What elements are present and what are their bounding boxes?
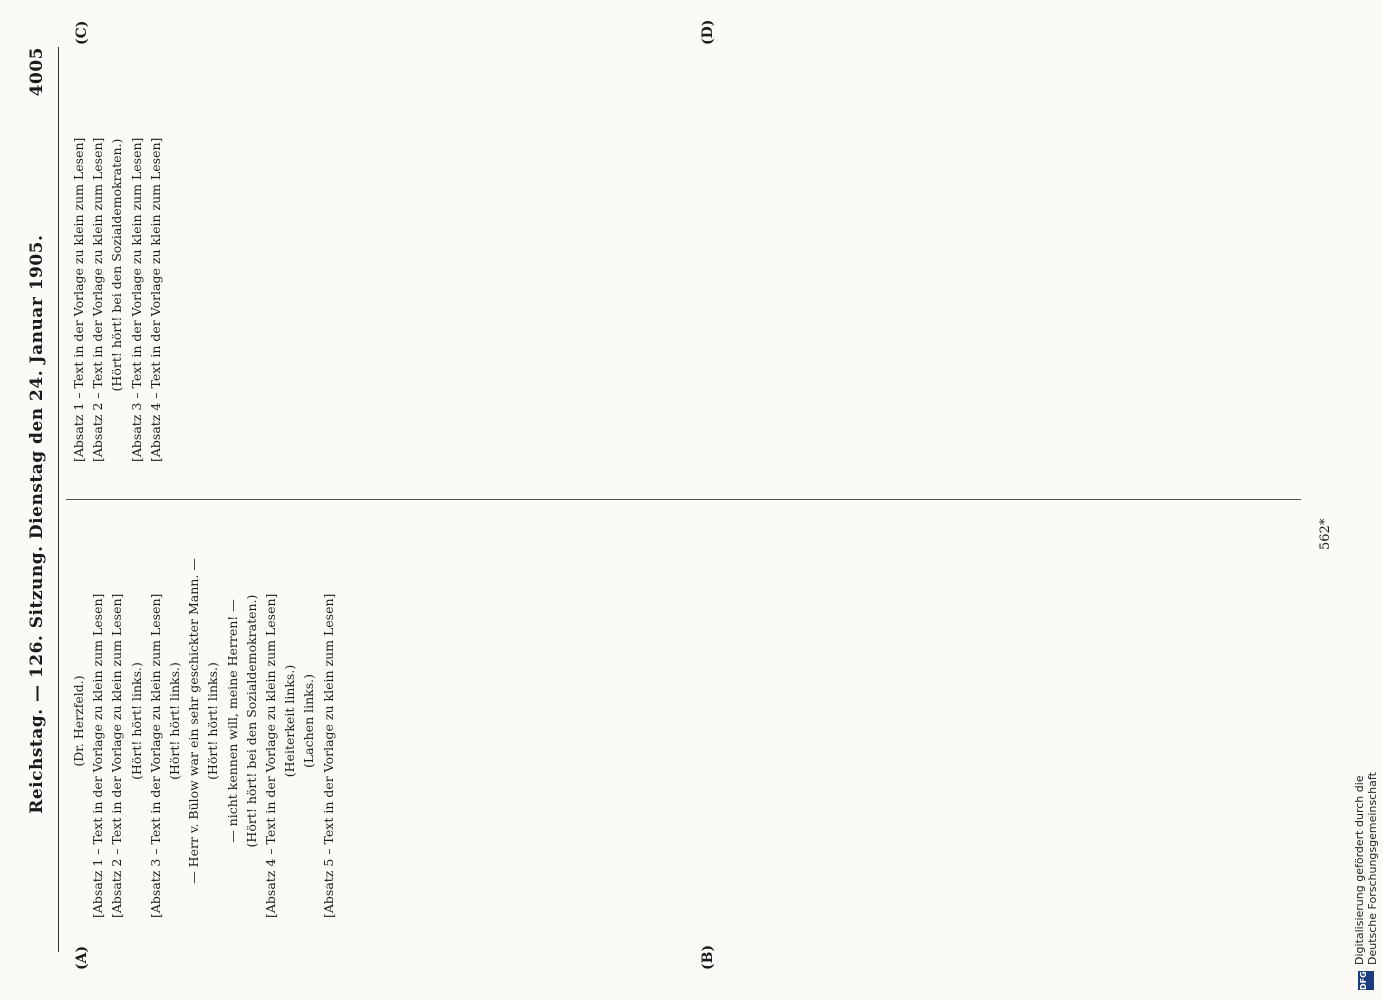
left-paragraph: — nicht kennen will, meine Herren! —: [224, 599, 240, 843]
header-title: Reichstag. — 126. Sitzung. Dienstag den 24. Januar 1905.: [27, 234, 47, 814]
left-column-paragraphs: [89, 506, 337, 936]
header-page-number: 4005: [27, 47, 47, 97]
column-divider: [66, 499, 1301, 500]
right-paragraph: [Absatz 1 – Text in der Vorlage zu klein zum Lesen]: [71, 137, 86, 462]
left-paragraph: [Absatz 5 – Text in der Vorlage zu klein zum Lesen]: [320, 593, 336, 918]
margin-marker-a: (A): [74, 945, 90, 970]
left-paragraph: — Herr v. Bülow war ein sehr geschickter Mann. —: [186, 558, 202, 884]
right-paragraph: (Hört! hört! bei den Sozialdemokraten.): [109, 138, 125, 392]
speaker-label: (Dr. Herzfeld.): [71, 675, 86, 767]
left-paragraph: [Absatz 1 – Text in der Vorlage zu klein zum Lesen]: [90, 593, 106, 918]
page-header: [18, 47, 56, 952]
right-column-paragraphs: [70, 50, 164, 480]
right-paragraph: [Absatz 3 – Text in der Vorlage zu klein zum Lesen]: [128, 137, 144, 462]
margin-marker-d: (D): [700, 19, 716, 45]
left-paragraph: (Hört! hört! bei den Sozialdemokraten.): [243, 594, 259, 848]
left-paragraph: (Hört! hört! links.): [205, 662, 221, 780]
left-paragraph: [Absatz 2 – Text in der Vorlage zu klein zum Lesen]: [109, 593, 125, 918]
left-paragraph: (Heiterkeit links.): [282, 664, 298, 778]
right-column: [70, 50, 1295, 480]
margin-marker-c: (C): [74, 20, 90, 45]
left-paragraph: (Lachen links.): [301, 674, 317, 768]
credit-text: Digitalisierung gefördert durch die Deutsche Forschungsgemeinschaft: [1353, 772, 1379, 966]
left-paragraph: [Absatz 3 – Text in der Vorlage zu klein zum Lesen]: [147, 593, 163, 918]
dfg-logo-icon: DFG: [1358, 971, 1374, 990]
header-rule: [58, 47, 59, 952]
margin-marker-b: (B): [700, 944, 716, 970]
left-paragraph: (Hört! hört! links.): [167, 662, 183, 780]
footer-number: 562*: [1318, 518, 1333, 550]
left-column: [70, 506, 1295, 936]
digitization-credit: [1355, 740, 1377, 990]
right-paragraph: [Absatz 4 – Text in der Vorlage zu klein zum Lesen]: [147, 137, 163, 462]
left-paragraph: (Hört! hört! links.): [128, 662, 144, 780]
left-paragraph: [Absatz 4 – Text in der Vorlage zu klein zum Lesen]: [263, 593, 279, 918]
right-paragraph: [Absatz 2 – Text in der Vorlage zu klein zum Lesen]: [90, 137, 106, 462]
